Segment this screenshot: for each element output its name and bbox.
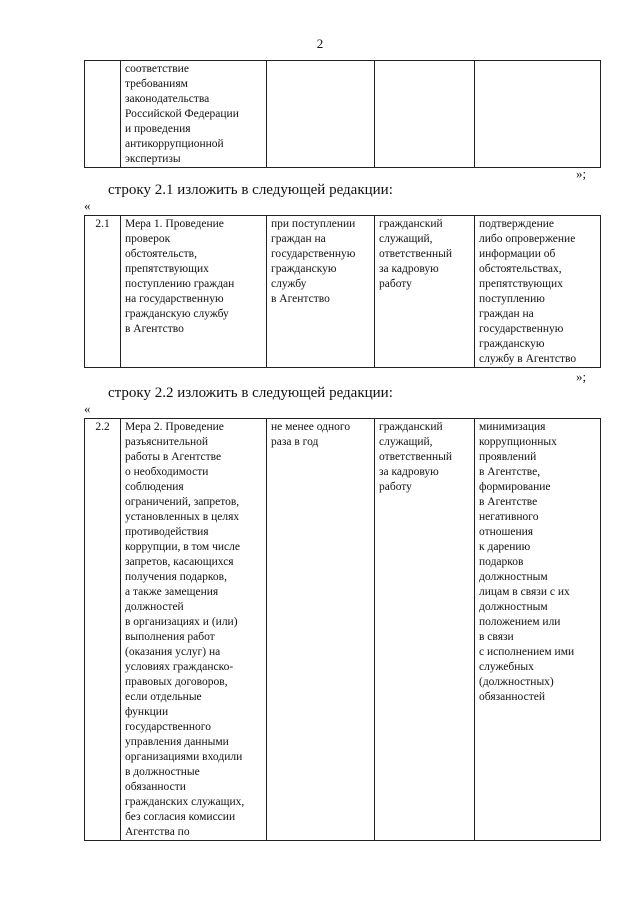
caption-2-2: строку 2.2 изложить в следующей редакции: [108,385,393,401]
table-row-2-2 [84,418,601,841]
table-row-2-1 [84,215,601,368]
table-row [85,419,601,841]
cell-measure: Мера 2. Проведение разъяснительной работы в Агентстве о необходимости соблюдения ограничений, запретов, установленных в целях противодействия коррупции, в том числе запретов, касающихся получения подарков, а также замещения должностей в организациях и (или) выполнения работ (оказания услуг) на условиях гражданско- правовых договоров, если отдельные функции государственного управления данными организациями входили в должностные обязанности гражданских служащих, без согласия комиссии Агентства по [121,419,267,841]
cell-measure: соответствие требованиям законодательства Российской Федерации и проведения антикоррупционной экспертизы [121,61,267,168]
cell-number: 2.2 [85,419,121,841]
open-quote-2-1: « [84,198,91,213]
cell-result: минимизация коррупционных проявлений в Агентстве, формирование в Агентстве негативного отношения к дарению подарков должностным лицам в связи с их должностным положением или в связи с исполнением ими служебных (должностных) обязанностей [475,419,601,841]
caption-2-1: строку 2.1 изложить в следующей редакции: [108,182,393,198]
close-quote-1: »; [576,166,587,181]
cell-number [85,61,121,168]
close-quote-2-1: »; [576,369,587,384]
cell-responsible: гражданский служащий, ответственный за кадровую работу [375,419,475,841]
table-row [85,216,601,368]
cell-result: подтверждение либо опровержение информации об обстоятельствах, препятствующих поступлению граждан на государственную гражданскую службу в Агентство [475,216,601,368]
cell-measure: Мера 1. Проведение проверок обстоятельств, препятствующих поступлению граждан на государственную гражданскую службу в Агентство [121,216,267,368]
cell-result [475,61,601,168]
table-row [85,61,601,168]
page-number: 2 [316,36,324,51]
cell-responsible [375,61,475,168]
continued-table [84,60,601,168]
cell-term: при поступлении граждан на государственную гражданскую службу в Агентство [267,216,375,368]
cell-number: 2.1 [85,216,121,368]
open-quote-2-2: « [84,401,91,416]
cell-term [267,61,375,168]
cell-responsible: гражданский служащий, ответственный за кадровую работу [375,216,475,368]
cell-term: не менее одного раза в год [267,419,375,841]
